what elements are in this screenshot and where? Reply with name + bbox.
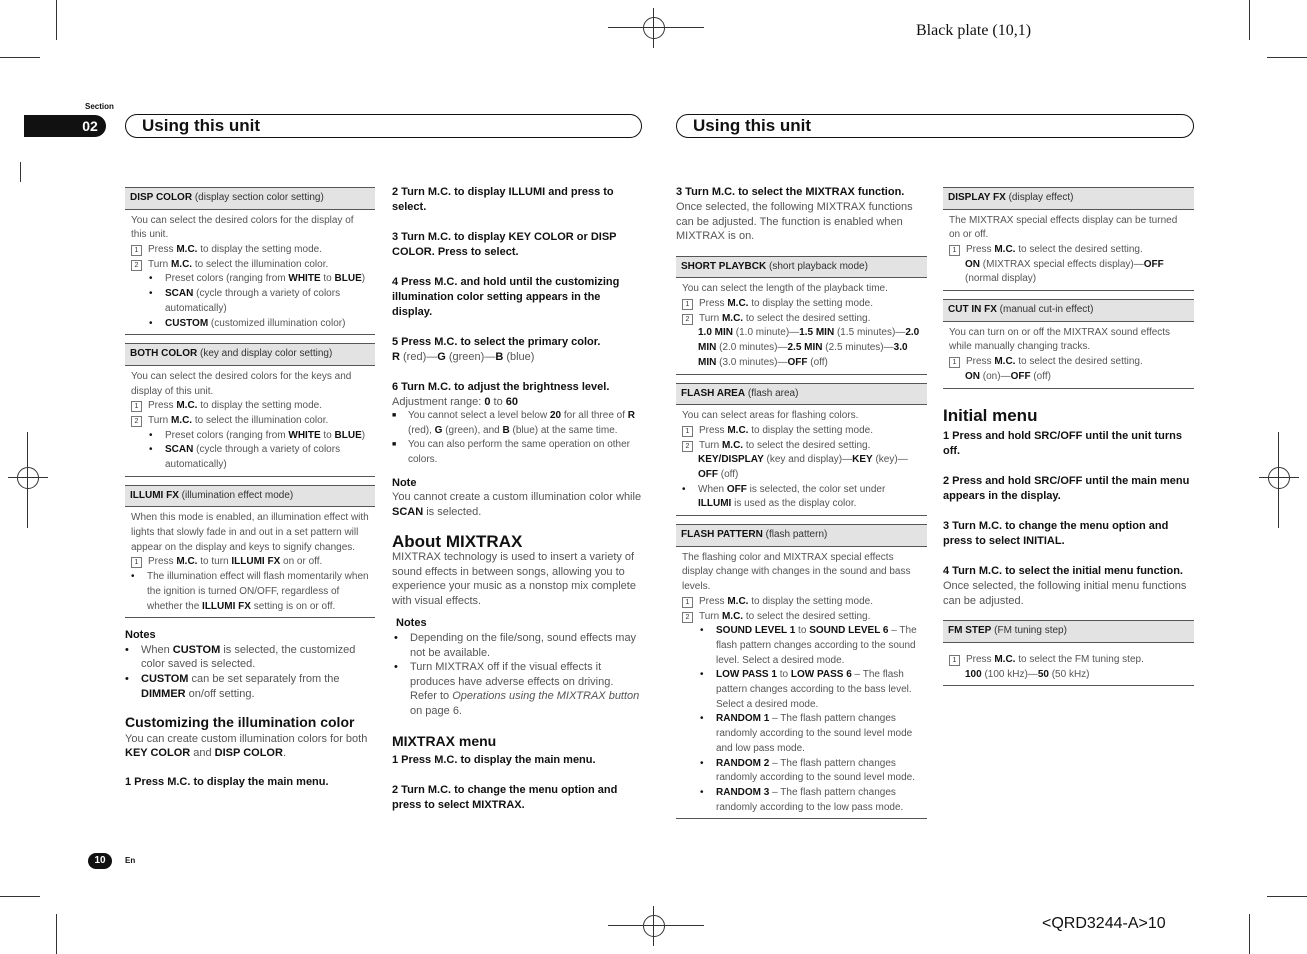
illumi-fx-body: When this mode is enabled, an illumination effect with lights that slowly fade in and out in a set pattern will appear on the display and keys to signify changes. 1 Press M.C. to turn ILLUMI FX on or off. • The illumination effect will flash momentarily when the ignition is turned ON/OFF, regardless of whether the ILLUMI FX setting is on or off. (125, 511, 375, 618)
step-heading: 1 Press M.C. to display the main menu. (392, 754, 596, 767)
step-heading: 3 Turn M.C. to select the MIXTRAX function. (676, 186, 905, 198)
crop-mark (0, 57, 40, 58)
step-heading: 3 Turn M.C. to display KEY COLOR or DISP COLOR. Press to select. (392, 231, 617, 258)
registration-mark-bottom (634, 906, 674, 946)
illumi-fx-box: ILLUMI FX (illumination effect mode) (125, 485, 375, 508)
registration-mark-left (8, 458, 48, 498)
document-code: <QRD3244-A>10 (1042, 915, 1166, 932)
mixtrax-functions-intro: Once selected, the following MIXTRAX functions can be adjusted. The function is enabled when MIXTRAX is on. (676, 201, 913, 243)
column-1 (125, 183, 375, 790)
mixtrax-menu-heading: MIXTRAX menu (392, 733, 497, 750)
note-item: • Turn MIXTRAX off if the visual effects it produces have adverse effects on driving. Refer to Operations using the MIXTRAX button on page 6. (394, 661, 640, 717)
language-label: En (125, 856, 136, 865)
column-2 (392, 183, 642, 813)
crop-mark (1249, 914, 1250, 954)
step-heading: 2 Turn M.C. to change the menu option and press to select MIXTRAX. (392, 784, 618, 812)
note-item: • CUSTOM can be set separately from the DIMMER on/off setting. (125, 673, 340, 700)
step-heading: 4 Turn M.C. to select the initial menu function. (943, 565, 1183, 578)
section-number: 02 (24, 115, 106, 137)
step-heading: 3 Turn M.C. to change the menu option and press to select INITIAL. (943, 520, 1169, 548)
display-fx-body: The MIXTRAX special effects display can be turned on or off. 1 Press M.C. to select the desired setting. ON (MIXTRAX special effects display)—OFF (normal display) (943, 214, 1194, 292)
custom-illumination-heading: Customizing the illumination color (125, 714, 355, 731)
fm-step-body: 1 Press M.C. to select the FM tuning step. 100 (100 kHz)—50 (50 kHz) (943, 647, 1194, 686)
crop-mark (27, 432, 28, 528)
flash-pattern-box: FLASH PATTERN (flash pattern) (676, 524, 927, 547)
crop-mark (1267, 896, 1307, 897)
notes-title: Notes (125, 629, 156, 642)
crop-mark (56, 0, 57, 40)
initial-functions-intro: Once selected, the following initial menu functions can be adjusted. (943, 580, 1187, 607)
display-fx-box: DISPLAY FX (display effect) (943, 187, 1194, 210)
step-heading: 4 Press M.C. and hold until the customizing illumination color setting appears in the display. (392, 276, 620, 318)
initial-menu-heading: Initial menu (943, 405, 1038, 425)
short-playback-box: SHORT PLAYBCK (short playback mode) (676, 256, 927, 279)
crop-mark (1249, 0, 1250, 40)
crop-mark (608, 925, 704, 926)
step-heading: 5 Press M.C. to select the primary color. (392, 336, 601, 348)
step-heading: 6 Turn M.C. to adjust the brightness level. (392, 380, 610, 393)
adjustment-range: Adjustment range: 0 to 60 (392, 395, 519, 408)
both-color-box: BOTH COLOR (key and display color setting) (125, 343, 375, 366)
step-heading: 1 Press M.C. to display the main menu. (125, 776, 329, 788)
cut-in-fx-box: CUT IN FX (manual cut-in effect) (943, 299, 1194, 322)
flash-area-box: FLASH AREA (flash area) (676, 383, 927, 406)
crop-mark (0, 896, 40, 897)
disp-color-body: You can select the desired colors for the display of this unit. 1 Press M.C. to display the setting mode. 2 Turn M.C. to select the illumination color. • Preset colors (ranging from WHITE to BLUE) • SCAN (cycle through a variety of colors automatically) • CUSTOM (customized illumination color) (125, 214, 375, 336)
crop-mark (608, 27, 704, 28)
primary-colors: R (red)—G (green)—B (blue) (392, 351, 535, 363)
registration-mark-right (1259, 458, 1299, 498)
flash-area-body: You can select areas for flashing colors. 1 Press M.C. to display the setting mode. 2 Turn M.C. to select the desired setting. KEY/DISPLAY (key and display)—KEY (key)—OFF (off) • When OFF is selected, the color set under ILLUMI is used as the display color. (676, 409, 927, 516)
short-playback-body: You can select the length of the playback time. 1 Press M.C. to display the setting mode. 2 Turn M.C. to select the desired setting. 1.0 MIN (1.0 minute)—1.5 MIN (1.5 minutes)—2.0 MIN (2.0 minutes)—2.5 MIN (2.5 minutes)—3.0 MIN (3.0 minutes)—OFF (off) (676, 282, 927, 374)
square-bullet: ■ You cannot select a level below 20 for all three of R (red), G (green), and B (blue) at the same time. (392, 410, 636, 436)
crop-mark (56, 914, 57, 954)
square-bullet: ■ You can also perform the same operation on other colors. (392, 439, 630, 465)
plate-label: Black plate (10,1) (916, 22, 1032, 39)
column-4 (943, 183, 1194, 694)
column-3 (676, 183, 927, 827)
about-mixtrax-text: MIXTRAX technology is used to insert a variety of sound effects in between songs, allowing you to experience your music as a nonstop mix complete with visual effects. (392, 550, 636, 607)
fm-step-box: FM STEP (FM tuning step) (943, 620, 1194, 643)
step-heading: 2 Press and hold SRC/OFF until the main menu appears in the display. (943, 475, 1190, 503)
page-header-right: Using this unit (676, 114, 1194, 138)
flash-pattern-body: The flashing color and MIXTRAX special effects display change with changes in the sound and bass levels. 1 Press M.C. to display the setting mode. 2 Turn M.C. to select the desired setting. • SOUND LEVEL 1 to SOUND LEVEL 6 – The flash pattern changes according to the sound level. Select a desired mode. • LOW PASS 1 to LOW PASS 6 – The flash pattern changes according to the bass level. Select a desired mode. • RANDOM 1 – The flash pattern changes randomly according to the sound level mode and low pass mode. • RANDOM 2 – The flash pattern changes randomly according to the sound level mode. • RANDOM 3 – The flash pattern changes randomly according to the low pass mode. (676, 551, 927, 820)
crop-mark (20, 162, 21, 182)
section-label: Section (85, 102, 114, 111)
both-color-body: You can select the desired colors for the keys and display of this unit. 1 Press M.C. to display the setting mode. 2 Turn M.C. to select the illumination color. • Preset colors (ranging from WHITE to BLUE) • SCAN (cycle through a variety of colors automatically) (125, 370, 375, 477)
step-heading: 2 Turn M.C. to display ILLUMI and press to select. (392, 186, 614, 213)
note-title: Note (392, 476, 417, 489)
disp-color-box: DISP COLOR (display section color setting) (125, 187, 375, 210)
step-heading: 1 Press and hold SRC/OFF until the unit turns off. (943, 430, 1182, 458)
note-item: • Depending on the file/song, sound effects may not be available. (394, 631, 637, 659)
page-header-left: Using this unit (125, 114, 642, 138)
about-mixtrax-heading: About MIXTRAX (392, 532, 523, 552)
notes-title: Notes (396, 617, 427, 630)
crop-mark (1278, 432, 1279, 528)
page-number: 10 (88, 853, 112, 869)
crop-mark (1267, 57, 1307, 58)
cut-in-fx-body: You can turn on or off the MIXTRAX sound effects while manually changing tracks. 1 Press M.C. to select the desired setting. ON (on)—OFF (off) (943, 326, 1194, 389)
note-text: You cannot create a custom illumination color while SCAN is selected. (392, 491, 642, 518)
registration-mark-top (634, 8, 674, 48)
custom-illumination-text: You can create custom illumination colors for both KEY COLOR and DISP COLOR. (125, 732, 368, 760)
note-item: • When CUSTOM is selected, the customized color saved is selected. (125, 643, 356, 671)
